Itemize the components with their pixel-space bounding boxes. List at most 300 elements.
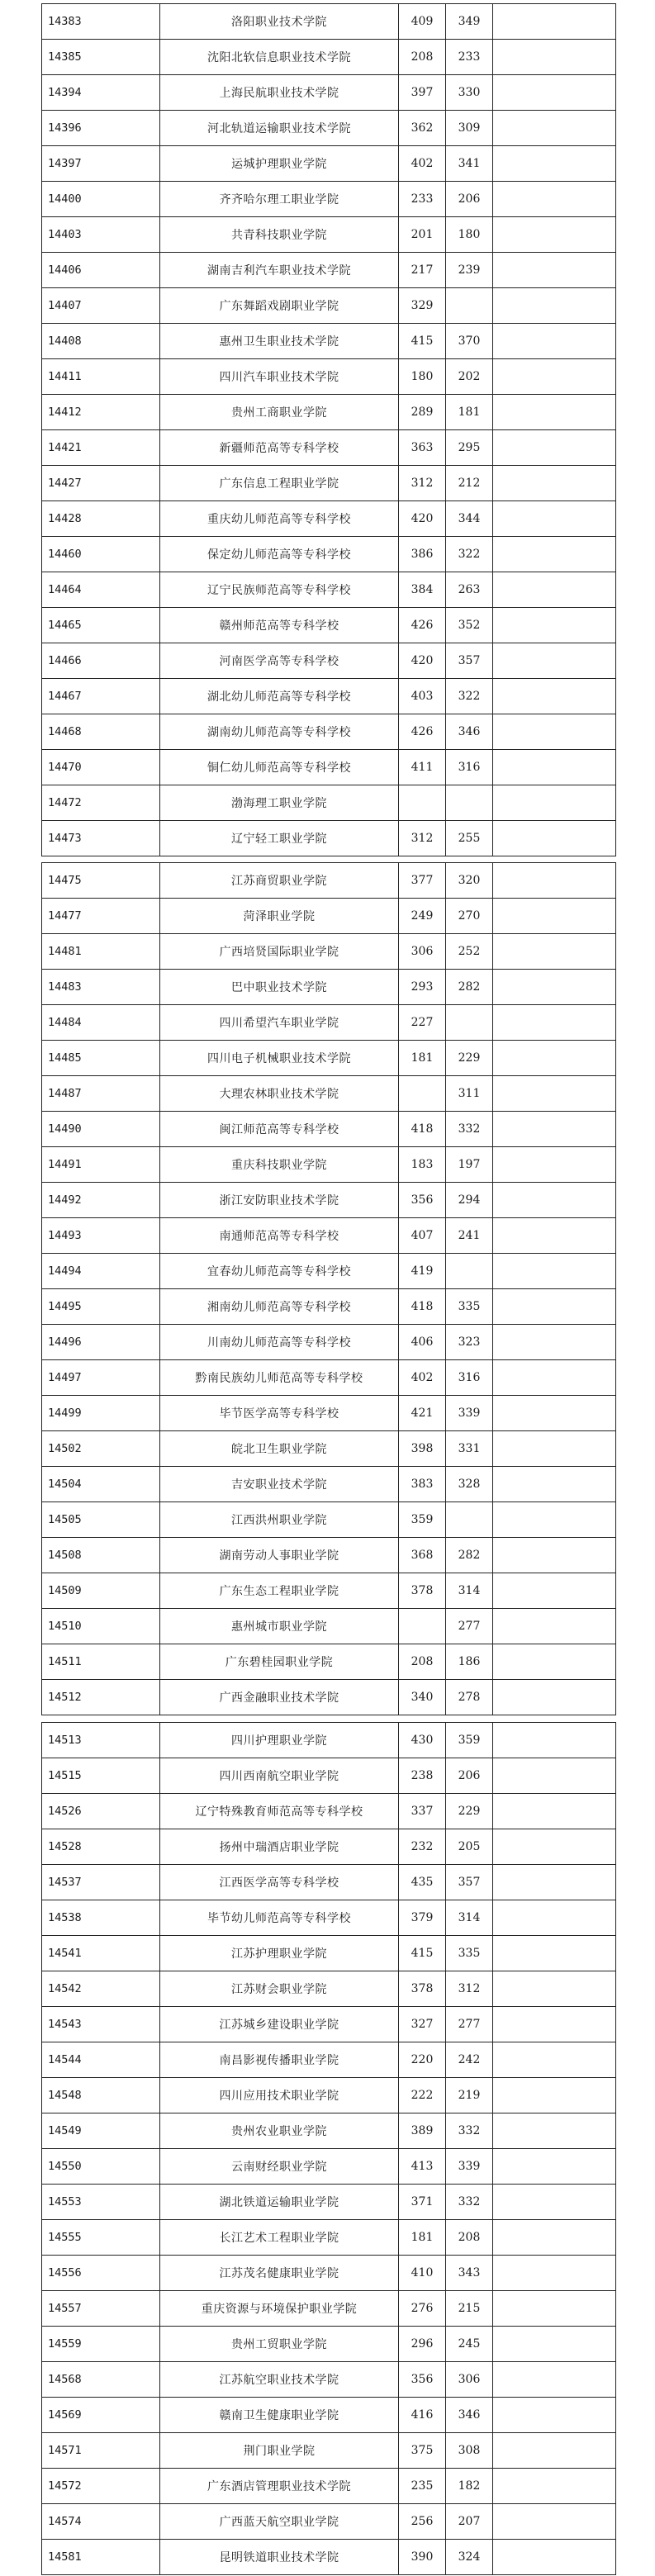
school-code-cell: 14487	[42, 1076, 160, 1112]
score-min-cell: 346	[446, 2398, 493, 2433]
school-name-cell: 云南财经职业学院	[160, 2149, 399, 2185]
score-min-cell: 314	[446, 1900, 493, 1936]
score-min-cell: 332	[446, 1112, 493, 1147]
school-code-cell: 14481	[42, 934, 160, 970]
empty-cell	[493, 2007, 616, 2042]
school-code-cell: 14383	[42, 4, 160, 40]
empty-cell	[493, 1794, 616, 1829]
school-name-cell: 广东碧桂园职业学院	[160, 1644, 399, 1680]
school-code-cell: 14572	[42, 2469, 160, 2504]
empty-cell	[493, 1573, 616, 1609]
score-min-cell: 343	[446, 2256, 493, 2291]
school-code-cell: 14475	[42, 863, 160, 899]
score-min-cell: 308	[446, 2433, 493, 2469]
score-max-cell: 402	[399, 1360, 446, 1396]
empty-cell	[493, 324, 616, 359]
empty-cell	[493, 572, 616, 608]
school-code-cell: 14510	[42, 1609, 160, 1644]
school-code-cell: 14504	[42, 1467, 160, 1502]
school-name-cell: 贵州工贸职业学院	[160, 2327, 399, 2362]
score-min-cell: 324	[446, 2540, 493, 2575]
score-min-cell: 309	[446, 111, 493, 146]
score-min-cell: 314	[446, 1573, 493, 1609]
empty-cell	[493, 1289, 616, 1325]
school-name-cell: 新疆师范高等专科学校	[160, 430, 399, 466]
score-max-cell: 256	[399, 2504, 446, 2540]
score-min-cell	[446, 1502, 493, 1538]
school-name-cell: 贵州农业职业学院	[160, 2113, 399, 2149]
score-min-cell: 255	[446, 821, 493, 856]
school-name-cell: 江西洪州职业学院	[160, 1502, 399, 1538]
table-row	[42, 643, 616, 679]
score-max-cell: 233	[399, 182, 446, 217]
school-code-cell: 14407	[42, 288, 160, 324]
score-max-cell: 410	[399, 2256, 446, 2291]
school-name-cell: 南通师范高等专科学校	[160, 1218, 399, 1254]
score-min-cell: 233	[446, 40, 493, 75]
school-name-cell: 铜仁幼儿师范高等专科学校	[160, 750, 399, 785]
school-code-cell: 14559	[42, 2327, 160, 2362]
table-row	[42, 288, 616, 324]
score-max-cell: 296	[399, 2327, 446, 2362]
score-max-cell: 390	[399, 2540, 446, 2575]
table-row	[42, 1360, 616, 1396]
score-min-cell: 219	[446, 2078, 493, 2113]
table-row	[42, 2185, 616, 2220]
score-max-cell: 235	[399, 2469, 446, 2504]
school-code-cell: 14412	[42, 395, 160, 430]
score-min-cell: 245	[446, 2327, 493, 2362]
school-name-cell: 沈阳北软信息职业技术学院	[160, 40, 399, 75]
empty-cell	[493, 2078, 616, 2113]
school-name-cell: 湖南吉利汽车职业技术学院	[160, 253, 399, 288]
score-max-cell: 329	[399, 288, 446, 324]
school-name-cell: 贵州工商职业学院	[160, 395, 399, 430]
table-row	[42, 608, 616, 643]
score-min-cell: 206	[446, 182, 493, 217]
score-min-cell: 282	[446, 970, 493, 1005]
table-row	[42, 501, 616, 537]
school-name-cell: 昆明铁道职业技术学院	[160, 2540, 399, 2575]
score-max-cell: 238	[399, 1758, 446, 1794]
score-min-cell: 332	[446, 2113, 493, 2149]
score-min-cell	[446, 785, 493, 821]
score-max-cell: 421	[399, 1396, 446, 1431]
score-max-cell: 249	[399, 899, 446, 934]
score-max-cell: 378	[399, 1573, 446, 1609]
school-code-cell: 14468	[42, 714, 160, 750]
school-name-cell: 重庆幼儿师范高等专科学校	[160, 501, 399, 537]
score-min-cell: 306	[446, 2362, 493, 2398]
school-name-cell: 辽宁特殊教育师范高等专科学校	[160, 1794, 399, 1829]
score-max-cell: 208	[399, 1644, 446, 1680]
table-row	[42, 2362, 616, 2398]
score-min-cell: 357	[446, 643, 493, 679]
table-row	[42, 182, 616, 217]
score-max-cell	[399, 1609, 446, 1644]
school-name-cell: 菏泽职业学院	[160, 899, 399, 934]
score-max-cell: 398	[399, 1431, 446, 1467]
school-name-cell: 江苏商贸职业学院	[160, 863, 399, 899]
empty-cell	[493, 2433, 616, 2469]
score-max-cell: 379	[399, 1900, 446, 1936]
score-max-cell: 435	[399, 1865, 446, 1900]
empty-cell	[493, 395, 616, 430]
empty-cell	[493, 934, 616, 970]
table-row	[42, 1076, 616, 1112]
table-row	[42, 1218, 616, 1254]
score-max-cell: 409	[399, 4, 446, 40]
score-min-cell: 312	[446, 1971, 493, 2007]
score-min-cell: 316	[446, 1360, 493, 1396]
school-name-cell: 辽宁民族师范高等专科学校	[160, 572, 399, 608]
school-code-cell: 14556	[42, 2256, 160, 2291]
score-min-cell: 332	[446, 2185, 493, 2220]
school-name-cell: 齐齐哈尔理工职业学院	[160, 182, 399, 217]
school-code-cell: 14557	[42, 2291, 160, 2327]
score-min-cell: 359	[446, 1723, 493, 1758]
score-min-cell: 349	[446, 4, 493, 40]
school-name-cell: 四川应用技术职业学院	[160, 2078, 399, 2113]
score-max-cell: 181	[399, 1041, 446, 1076]
score-max-cell: 419	[399, 1254, 446, 1289]
school-code-cell: 14490	[42, 1112, 160, 1147]
score-min-cell: 370	[446, 324, 493, 359]
table-row	[42, 324, 616, 359]
school-name-cell: 四川希望汽车职业学院	[160, 1005, 399, 1041]
score-min-cell: 311	[446, 1076, 493, 1112]
empty-cell	[493, 1467, 616, 1502]
empty-cell	[493, 466, 616, 501]
school-code-cell: 14550	[42, 2149, 160, 2185]
school-code-cell: 14544	[42, 2042, 160, 2078]
table-row	[42, 4, 616, 40]
empty-cell	[493, 1396, 616, 1431]
school-code-cell: 14512	[42, 1680, 160, 1715]
school-code-cell: 14477	[42, 899, 160, 934]
school-code-cell: 14569	[42, 2398, 160, 2433]
school-code-cell: 14511	[42, 1644, 160, 1680]
school-code-cell: 14543	[42, 2007, 160, 2042]
score-min-cell: 202	[446, 359, 493, 395]
school-name-cell: 保定幼儿师范高等专科学校	[160, 537, 399, 572]
table-row	[42, 2007, 616, 2042]
school-name-cell: 皖北卫生职业学院	[160, 1431, 399, 1467]
school-code-cell: 14406	[42, 253, 160, 288]
score-max-cell: 403	[399, 679, 446, 714]
score-min-cell	[446, 1254, 493, 1289]
table-row	[42, 785, 616, 821]
table-row	[42, 1900, 616, 1936]
empty-cell	[493, 1829, 616, 1865]
school-name-cell: 荆门职业学院	[160, 2433, 399, 2469]
score-min-cell: 323	[446, 1325, 493, 1360]
school-code-cell: 14549	[42, 2113, 160, 2149]
empty-cell	[493, 2398, 616, 2433]
score-max-cell: 420	[399, 643, 446, 679]
school-code-cell: 14467	[42, 679, 160, 714]
table-row	[42, 2291, 616, 2327]
school-code-cell: 14411	[42, 359, 160, 395]
score-table-segment-3	[41, 1722, 616, 2575]
score-max-cell: 377	[399, 863, 446, 899]
school-name-cell: 广东生态工程职业学院	[160, 1573, 399, 1609]
table-row	[42, 1680, 616, 1715]
school-name-cell: 江苏护理职业学院	[160, 1936, 399, 1971]
school-code-cell: 14526	[42, 1794, 160, 1829]
score-min-cell: 263	[446, 572, 493, 608]
empty-cell	[493, 146, 616, 182]
table-row	[42, 2256, 616, 2291]
table-row	[42, 1005, 616, 1041]
score-min-cell: 282	[446, 1538, 493, 1573]
school-code-cell: 14537	[42, 1865, 160, 1900]
school-name-cell: 四川电子机械职业技术学院	[160, 1041, 399, 1076]
empty-cell	[493, 1431, 616, 1467]
school-code-cell: 14397	[42, 146, 160, 182]
school-code-cell: 14515	[42, 1758, 160, 1794]
school-name-cell: 广东信息工程职业学院	[160, 466, 399, 501]
score-max-cell: 415	[399, 1936, 446, 1971]
table-row	[42, 714, 616, 750]
table-row	[42, 2469, 616, 2504]
score-min-cell: 206	[446, 1758, 493, 1794]
table-row	[42, 1041, 616, 1076]
score-min-cell: 229	[446, 1794, 493, 1829]
table-row	[42, 1112, 616, 1147]
empty-cell	[493, 2042, 616, 2078]
school-code-cell: 14400	[42, 182, 160, 217]
table-row	[42, 1758, 616, 1794]
table-row	[42, 2149, 616, 2185]
empty-cell	[493, 1183, 616, 1218]
school-code-cell: 14502	[42, 1431, 160, 1467]
score-min-cell	[446, 1005, 493, 1041]
score-min-cell: 316	[446, 750, 493, 785]
school-code-cell: 14513	[42, 1723, 160, 1758]
empty-cell	[493, 75, 616, 111]
table-row	[42, 2220, 616, 2256]
school-code-cell: 14505	[42, 1502, 160, 1538]
school-code-cell: 14403	[42, 217, 160, 253]
school-code-cell: 14464	[42, 572, 160, 608]
table-row	[42, 430, 616, 466]
score-max-cell: 386	[399, 537, 446, 572]
score-max-cell: 420	[399, 501, 446, 537]
score-max-cell: 276	[399, 2291, 446, 2327]
school-code-cell: 14493	[42, 1218, 160, 1254]
table-row	[42, 1467, 616, 1502]
empty-cell	[493, 182, 616, 217]
school-code-cell: 14470	[42, 750, 160, 785]
table-row	[42, 2504, 616, 2540]
school-name-cell: 上海民航职业技术学院	[160, 75, 399, 111]
table-row	[42, 1936, 616, 1971]
table-row	[42, 395, 616, 430]
school-code-cell: 14385	[42, 40, 160, 75]
school-code-cell: 14508	[42, 1538, 160, 1573]
school-name-cell: 重庆资源与环境保护职业学院	[160, 2291, 399, 2327]
table-row	[42, 2327, 616, 2362]
school-name-cell: 江西医学高等专科学校	[160, 1865, 399, 1900]
school-name-cell: 吉安职业技术学院	[160, 1467, 399, 1502]
score-max-cell: 181	[399, 2220, 446, 2256]
school-code-cell: 14494	[42, 1254, 160, 1289]
empty-cell	[493, 2291, 616, 2327]
empty-cell	[493, 970, 616, 1005]
table-row	[42, 1147, 616, 1183]
school-code-cell: 14497	[42, 1360, 160, 1396]
table-row	[42, 1325, 616, 1360]
school-name-cell: 川南幼儿师范高等专科学校	[160, 1325, 399, 1360]
score-max-cell: 222	[399, 2078, 446, 2113]
school-code-cell: 14528	[42, 1829, 160, 1865]
table-row	[42, 2042, 616, 2078]
table-row	[42, 253, 616, 288]
score-max-cell: 368	[399, 1538, 446, 1573]
score-max-cell: 375	[399, 2433, 446, 2469]
table-row	[42, 572, 616, 608]
school-name-cell: 赣南卫生健康职业学院	[160, 2398, 399, 2433]
score-max-cell: 201	[399, 217, 446, 253]
school-name-cell: 湖北幼儿师范高等专科学校	[160, 679, 399, 714]
school-name-cell: 江苏财会职业学院	[160, 1971, 399, 2007]
score-max-cell: 356	[399, 1183, 446, 1218]
score-min-cell: 186	[446, 1644, 493, 1680]
table-row	[42, 2433, 616, 2469]
score-max-cell: 217	[399, 253, 446, 288]
table-row	[42, 1254, 616, 1289]
school-code-cell: 14568	[42, 2362, 160, 2398]
score-min-cell: 241	[446, 1218, 493, 1254]
school-name-cell: 南昌影视传播职业学院	[160, 2042, 399, 2078]
school-name-cell: 赣州师范高等专科学校	[160, 608, 399, 643]
score-min-cell: 320	[446, 863, 493, 899]
score-table-segment-1	[41, 3, 616, 856]
score-min-cell: 197	[446, 1147, 493, 1183]
school-code-cell: 14491	[42, 1147, 160, 1183]
score-max-cell: 227	[399, 1005, 446, 1041]
table-row	[42, 217, 616, 253]
score-min-cell: 252	[446, 934, 493, 970]
score-max-cell: 416	[399, 2398, 446, 2433]
school-name-cell: 广西金融职业技术学院	[160, 1680, 399, 1715]
school-code-cell: 14499	[42, 1396, 160, 1431]
school-name-cell: 长江艺术工程职业学院	[160, 2220, 399, 2256]
score-max-cell: 180	[399, 359, 446, 395]
empty-cell	[493, 2113, 616, 2149]
empty-cell	[493, 2504, 616, 2540]
table-row	[42, 1865, 616, 1900]
score-min-cell: 277	[446, 1609, 493, 1644]
school-code-cell: 14483	[42, 970, 160, 1005]
score-max-cell: 327	[399, 2007, 446, 2042]
table-row	[42, 679, 616, 714]
score-min-cell: 207	[446, 2504, 493, 2540]
score-min-cell: 205	[446, 1829, 493, 1865]
score-max-cell: 426	[399, 608, 446, 643]
score-max-cell: 220	[399, 2042, 446, 2078]
school-name-cell: 巴中职业技术学院	[160, 970, 399, 1005]
table-row	[42, 1609, 616, 1644]
school-code-cell: 14465	[42, 608, 160, 643]
score-max-cell: 362	[399, 111, 446, 146]
school-code-cell: 14542	[42, 1971, 160, 2007]
table-row	[42, 934, 616, 970]
empty-cell	[493, 253, 616, 288]
school-name-cell: 湖北铁道运输职业学院	[160, 2185, 399, 2220]
empty-cell	[493, 2185, 616, 2220]
empty-cell	[493, 1538, 616, 1573]
score-min-cell: 182	[446, 2469, 493, 2504]
empty-cell	[493, 714, 616, 750]
score-min-cell: 335	[446, 1936, 493, 1971]
empty-cell	[493, 1360, 616, 1396]
empty-cell	[493, 1147, 616, 1183]
school-code-cell: 14555	[42, 2220, 160, 2256]
score-max-cell: 402	[399, 146, 446, 182]
score-min-cell: 294	[446, 1183, 493, 1218]
empty-cell	[493, 2327, 616, 2362]
score-max-cell: 363	[399, 430, 446, 466]
table-row	[42, 146, 616, 182]
empty-cell	[493, 1041, 616, 1076]
score-max-cell: 397	[399, 75, 446, 111]
school-code-cell: 14574	[42, 2504, 160, 2540]
empty-cell	[493, 1076, 616, 1112]
empty-cell	[493, 1900, 616, 1936]
school-code-cell: 14496	[42, 1325, 160, 1360]
score-min-cell: 208	[446, 2220, 493, 2256]
empty-cell	[493, 1254, 616, 1289]
school-name-cell: 浙江安防职业技术学院	[160, 1183, 399, 1218]
school-name-cell: 广西蓝天航空职业学院	[160, 2504, 399, 2540]
score-min-cell: 352	[446, 608, 493, 643]
score-max-cell: 371	[399, 2185, 446, 2220]
score-max-cell	[399, 1076, 446, 1112]
score-min-cell: 181	[446, 395, 493, 430]
score-max-cell: 378	[399, 1971, 446, 2007]
table-row	[42, 1431, 616, 1467]
empty-cell	[493, 1680, 616, 1715]
score-max-cell: 312	[399, 466, 446, 501]
school-name-cell: 辽宁轻工职业学院	[160, 821, 399, 856]
score-max-cell: 415	[399, 324, 446, 359]
school-code-cell: 14538	[42, 1900, 160, 1936]
score-min-cell: 278	[446, 1680, 493, 1715]
score-min-cell: 295	[446, 430, 493, 466]
school-name-cell: 江苏茂名健康职业学院	[160, 2256, 399, 2291]
empty-cell	[493, 750, 616, 785]
school-code-cell: 14581	[42, 2540, 160, 2575]
table-row	[42, 1183, 616, 1218]
school-name-cell: 湖南劳动人事职业学院	[160, 1538, 399, 1573]
score-min-cell: 277	[446, 2007, 493, 2042]
table-row	[42, 537, 616, 572]
table-row	[42, 1723, 616, 1758]
school-code-cell: 14473	[42, 821, 160, 856]
school-name-cell: 运城护理职业学院	[160, 146, 399, 182]
school-name-cell: 毕节医学高等专科学校	[160, 1396, 399, 1431]
score-min-cell: 331	[446, 1431, 493, 1467]
school-name-cell: 四川汽车职业技术学院	[160, 359, 399, 395]
table-row	[42, 750, 616, 785]
empty-cell	[493, 1325, 616, 1360]
empty-cell	[493, 863, 616, 899]
empty-cell	[493, 2540, 616, 2575]
score-max-cell: 418	[399, 1289, 446, 1325]
score-max-cell: 183	[399, 1147, 446, 1183]
